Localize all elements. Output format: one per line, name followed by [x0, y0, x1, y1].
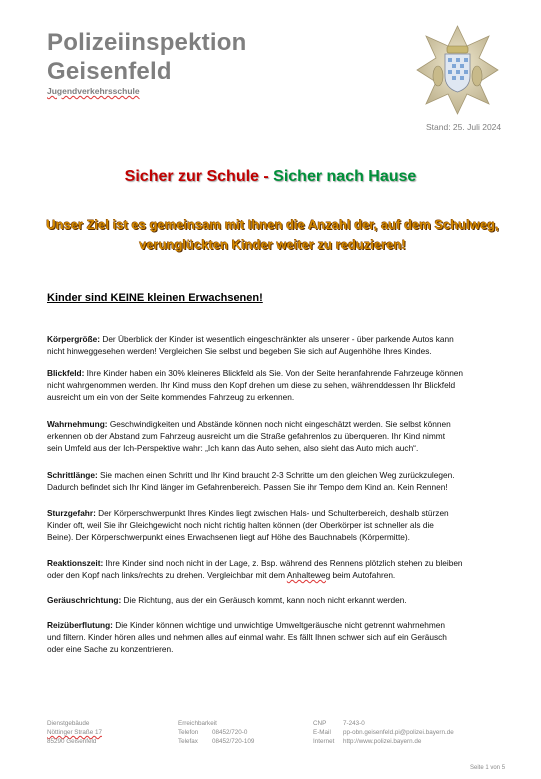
paragraph-text: nicht hinweggesehen werden! Vergleichen Sie selbst und begeben Sie sich auf Augenhöhe Ihres Kindes.	[47, 346, 432, 356]
footer-text: Telefax	[178, 738, 198, 745]
paragraph-text: nicht wahrgenommen werden. Ihr Kind muss den Kopf drehen um diese zu sehen, währenddessen Ihr Blickfeld	[47, 380, 456, 390]
footer-website[interactable]: http://www.polizei.bayern.de	[343, 738, 422, 745]
headline-part-1: Sicher zur Schule	[124, 168, 259, 185]
paragraph-term: Blickfeld:	[47, 368, 85, 378]
footer-text: 08452/720-109	[212, 738, 255, 745]
footer-text	[212, 719, 254, 728]
page-title	[47, 28, 246, 86]
paragraph-text: Ihre Kinder haben ein 30% kleineres Blickfeld als Sie. Von der Seite heranfahrende Fahrzeuge können	[84, 368, 464, 378]
paragraph-text: oder den Kopf nach links/rechts zu drehen. Vergleichbar mit dem Anhalteweg beim Autofahren.	[47, 570, 396, 580]
footer-text: Erreichbarkeit	[178, 720, 217, 727]
paragraph-text: Geschwindigkeiten und Abstände können noch nicht eingeschätzt werden. Sie selbst können	[107, 419, 451, 429]
paragraph-term: Reizüberflutung:	[47, 620, 113, 630]
paragraph-geraeuschrichtung	[47, 594, 504, 606]
paragraph-text: Kinder oft, weil Sie ihr Gleichgewicht noch nicht richtig halten können (der Oberkörper ist schneller als die	[47, 520, 434, 530]
footer-address	[47, 719, 102, 746]
footer-online-labels	[313, 719, 334, 746]
paragraph-text: Der Körperschwerpunkt Ihres Kindes liegt zwischen Hals- und Schulterbereich, deshalb stürzen	[95, 508, 449, 518]
footer-text: Dienstgebäude	[47, 720, 90, 727]
paragraph-text: Sie machen einen Schritt und Ihr Kind braucht 2-3 Schritte um den gleichen Weg zurückzulegen.	[97, 470, 455, 480]
paragraph-schrittlaenge	[47, 469, 504, 493]
paragraph-term: Körpergröße:	[47, 334, 101, 344]
date-stamp: Stand: 25. Juli 2024	[426, 122, 502, 132]
footer-text: 08452/720-0	[212, 729, 248, 736]
title-line-1: Polizeiinspektion	[47, 29, 247, 56]
footer-text: 7-243-0	[343, 720, 365, 727]
goal-statement	[40, 215, 505, 255]
paragraph-koerpergroesse	[47, 333, 504, 357]
paragraph-text: erkennen ob der Abstand zum Fahrzeug ausreicht um die Straße gefahrenlos zu überqueren. Ihr Kind nimmt	[47, 431, 446, 441]
paragraph-sturzgefahr	[47, 507, 504, 543]
paragraph-text: oder eine Sache zu konzentrieren.	[47, 644, 174, 654]
paragraph-text: Beine). Der Körperschwerpunkt eines Erwachsenen liegt auf Höhe des Bauchnabels (Körpermitte).	[47, 532, 410, 542]
paragraph-text: Dadurch befindet sich Ihr Kind länger im Gefahrenbereich. Passen Sie ihr Tempo dem Kind an. Kein Rennen!	[47, 482, 448, 492]
footer-text: Nöttinger Straße 17	[47, 729, 102, 736]
paragraph-text: Der Überblick der Kinder ist wesentlich eingeschränkter als unserer - über parkende Autos kann	[100, 334, 454, 344]
paragraph-text: Ihre Kinder sind noch nicht in der Lage, z. Bsp. während des Rennens plötzlich stehen zu bleiben	[103, 558, 463, 568]
paragraph-text: sein Umfeld aus der Ich-Perspektive wahr: „Ich kann das Auto sehen, also sieht das Auto mich auch“.	[47, 443, 419, 453]
footer-text: CNP	[313, 720, 327, 727]
title-line-2: Geisenfeld	[47, 58, 172, 85]
goal-line-2: verunglückten Kinder weiter zu reduzieren!	[139, 237, 406, 252]
headline-part-2: Sicher nach Hause	[273, 168, 417, 185]
paragraph-term: Wahrnehmung:	[47, 419, 108, 429]
paragraph-wahrnehmung	[47, 418, 504, 454]
footer-email[interactable]: pp-obn.geisenfeld.pi@polizei.bayern.de	[343, 729, 454, 736]
paragraph-text: Die Richtung, aus der ein Geräusch kommt, kann noch nicht erkannt werden.	[121, 595, 407, 605]
headline-separator: -	[258, 168, 274, 185]
paragraph-reaktionszeit	[47, 557, 504, 581]
police-badge-icon	[415, 24, 500, 116]
footer-contact-values	[212, 719, 254, 746]
footer-text: 85290 Geisenfeld	[47, 738, 97, 745]
goal-line-1: Unser Ziel ist es gemeinsam mit Ihnen die Anzahl der, auf dem Schulweg,	[46, 217, 499, 232]
paragraph-term: Reaktionszeit:	[47, 558, 104, 568]
paragraph-term: Sturzgefahr:	[47, 508, 96, 518]
page-number: Seite 1 von 5	[470, 765, 506, 771]
paragraph-term: Geräuschrichtung:	[47, 595, 122, 605]
section-heading: Kinder sind KEINE kleinen Erwachsenen!	[47, 292, 263, 304]
footer-text: Telefon	[178, 729, 199, 736]
paragraph-term: Schrittlänge:	[47, 470, 98, 480]
subtitle: Jugendverkehrsschule	[47, 86, 140, 96]
paragraph-reizueberflutung	[47, 619, 504, 655]
misspelled-word: Anhalteweg	[286, 570, 331, 580]
footer-text: Internet	[313, 738, 335, 745]
paragraph-text: Die Kinder können wichtige und unwichtige Umweltgeräusche nicht getrennt wahrnehmen	[112, 620, 445, 630]
main-headline	[0, 168, 541, 186]
footer-text: E-Mail	[313, 729, 331, 736]
paragraph-text: und filtern. Kinder hören alles und nehmen alles auf einmal wahr. Es fällt Ihnen schwer sich auf ein Geräusch	[47, 632, 447, 642]
paragraph-text: ausreicht um ein von der Seite kommendes Fahrzeug zu erkennen.	[47, 392, 295, 402]
footer-online-values	[343, 719, 454, 746]
paragraph-blickfeld	[47, 367, 504, 403]
